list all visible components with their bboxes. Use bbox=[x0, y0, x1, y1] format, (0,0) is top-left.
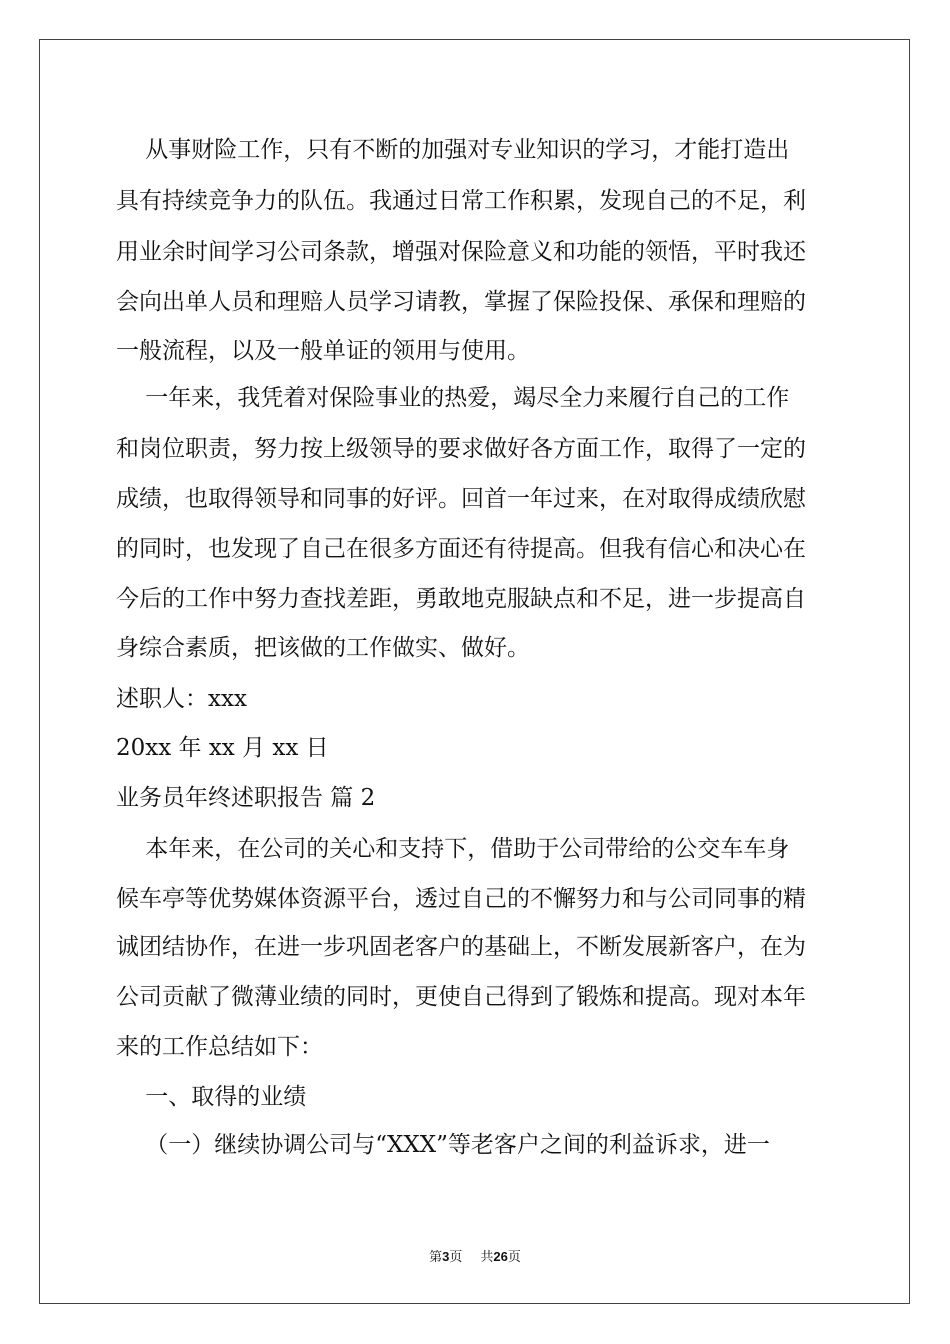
text-line: 来的工作总结如下： bbox=[116, 1034, 323, 1060]
page-footer bbox=[0, 1246, 950, 1265]
section-title: 业务员年终述职报告 篇 2 bbox=[116, 785, 376, 811]
text-line: 具有持续竞争力的队伍。我通过日常工作积累，发现自己的不足，利 bbox=[116, 188, 806, 214]
page-label-prefix: 第 bbox=[429, 1250, 443, 1265]
text-line: 诚团结协作，在进一步巩固老客户的基础上，不断发展新客户，在为 bbox=[116, 934, 806, 960]
text-line: 和岗位职责，努力按上级领导的要求做好各方面工作，取得了一定的 bbox=[116, 436, 806, 462]
total-label-prefix: 共 bbox=[480, 1250, 494, 1265]
text-line: 的同时，也发现了自己在很多方面还有待提高。但我有信心和决心在 bbox=[116, 536, 806, 562]
subheading: 一、取得的业绩 bbox=[116, 1084, 307, 1110]
page-total: 26 bbox=[493, 1249, 508, 1264]
date-line: 20xx 年 xx 月 xx 日 bbox=[116, 735, 329, 761]
text-line: （一）继续协调公司与“XXX”等老客户之间的利益诉求，进一 bbox=[116, 1132, 770, 1158]
page-current: 3 bbox=[442, 1249, 450, 1264]
text-line: 身综合素质，把该做的工作做实、做好。 bbox=[116, 635, 530, 661]
text-line: 候车亭等优势媒体资源平台，透过自己的不懈努力和与公司同事的精 bbox=[116, 886, 806, 912]
signature-line: 述职人：xxx bbox=[116, 686, 247, 712]
total-label-suffix: 页 bbox=[507, 1250, 521, 1265]
page-border bbox=[39, 39, 910, 1304]
text-line: 今后的工作中努力查找差距，勇敢地克服缺点和不足，进一步提高自 bbox=[116, 586, 806, 612]
text-line: 一般流程，以及一般单证的领用与使用。 bbox=[116, 338, 530, 364]
text-line: 会向出单人员和理赔人员学习请教，掌握了保险投保、承保和理赔的 bbox=[116, 289, 806, 315]
text-line: 一年来，我凭着对保险事业的热爱，竭尽全力来履行自己的工作 bbox=[116, 385, 790, 411]
text-line: 从事财险工作，只有不断的加强对专业知识的学习，才能打造出 bbox=[116, 137, 790, 163]
text-line: 公司贡献了微薄业绩的同时，更使自己得到了锻炼和提高。现对本年 bbox=[116, 984, 806, 1010]
text-line: 用业余时间学习公司条款，增强对保险意义和功能的领悟，平时我还 bbox=[116, 239, 806, 265]
page-label-suffix: 页 bbox=[449, 1250, 463, 1265]
text-line: 成绩，也取得领导和同事的好评。回首一年过来，在对取得成绩欣慰 bbox=[116, 486, 806, 512]
text-line: 本年来，在公司的关心和支持下，借助于公司带给的公交车车身 bbox=[116, 836, 790, 862]
